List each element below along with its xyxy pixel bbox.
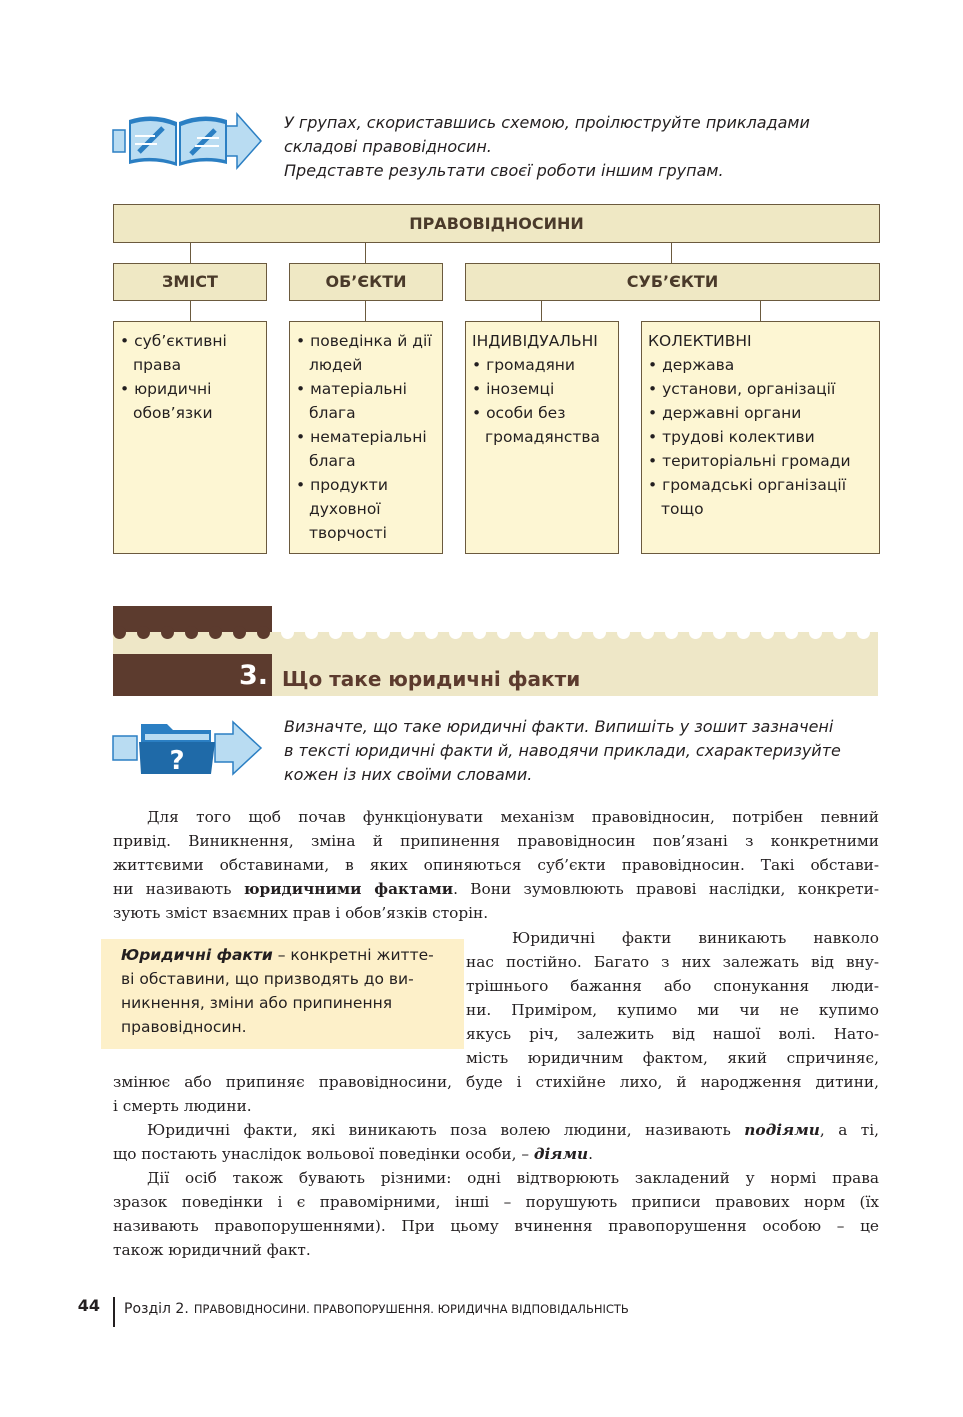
definition-text: – конкретні житте- <box>272 946 434 964</box>
paragraph-3 <box>113 1118 879 1166</box>
task2-line: кожен із них своїми словами. <box>284 765 533 784</box>
chapter-title: ПРАВОВІДНОСИНИ. ПРАВОПОРУШЕННЯ. ЮРИДИЧНА ВІДПОВІДАЛЬНІСТЬ <box>193 1302 629 1316</box>
p2-line <box>466 926 879 950</box>
individual-item: • іноземці <box>472 377 612 401</box>
p3-text: , а ті, <box>819 1121 879 1139</box>
task1-line: Представте результати своєї роботи іншим групам. <box>284 161 724 180</box>
connector <box>190 243 191 263</box>
p4-line-text: Дії осіб також бувають різними: одні відтворюють закладений у нормі права <box>147 1169 879 1187</box>
content-item: • суб’єктивні права <box>120 329 260 377</box>
individual-item: • особи без громадянства <box>472 401 612 449</box>
p2-line-text: Юридичні факти виникають навколо <box>512 929 879 947</box>
p1-line <box>113 805 879 829</box>
p1-line <box>113 853 879 877</box>
collective-item: • трудові колективи <box>648 425 873 449</box>
content-item: • юридичні обов’язки <box>120 377 260 425</box>
p2-line-text: і смерть людини. <box>113 1097 252 1115</box>
paragraph-2-side <box>466 926 879 1070</box>
p4-line-text: називають правопорушеннями). При цьому вчинення правопорушення особою – це <box>113 1217 879 1235</box>
collective-item: • громадські організації тощо <box>648 473 873 521</box>
p3-text: . <box>588 1145 594 1163</box>
p1-text: ни називають <box>113 880 244 898</box>
definition-line: ві обставини, що призводять до ви- <box>121 970 414 988</box>
content-header <box>113 263 267 301</box>
collective-item: • територіальні громади <box>648 449 873 473</box>
paragraph-1 <box>113 805 879 925</box>
collective-item: • держава <box>648 353 873 377</box>
p2-line <box>113 1070 879 1094</box>
definition-line: никнення, зміни або припинення <box>121 994 393 1012</box>
collective-item: • установи, організації <box>648 377 873 401</box>
p2-line <box>466 1022 879 1046</box>
p2-line-text: мість юридичним фактом, який спричиняє, <box>466 1049 879 1067</box>
p4-line <box>113 1238 879 1262</box>
p1-text: . Вони зумовлюють правові наслідки, конкрети- <box>453 880 879 898</box>
p2-line <box>466 998 879 1022</box>
p2-line <box>113 1094 879 1118</box>
folder-question-arrow-icon <box>111 718 263 778</box>
individual-label: ІНДИВІДУАЛЬНІ <box>472 332 598 350</box>
collective-item: • державні органи <box>648 401 873 425</box>
chapter-lead: Розділ 2. <box>124 1301 189 1317</box>
p2-line-text: нас постійно. Багато з них залежать від вну- <box>466 953 879 971</box>
task1-text <box>284 111 884 183</box>
objects-item: • нематеріальні блага <box>296 425 436 473</box>
objects-item: • продукти духовної творчості <box>296 473 436 545</box>
task1-line: У групах, скориставшись схемою, проілюструйте прикладами <box>284 113 810 132</box>
p3-line <box>113 1118 879 1142</box>
task-icon-folder <box>111 718 263 778</box>
connector <box>671 243 672 263</box>
diagram-title <box>113 204 880 243</box>
objects-item: • матеріальні блага <box>296 377 436 425</box>
content-box <box>113 321 267 554</box>
section-title: Що таке юридичні факти <box>282 667 581 691</box>
p1-line-text: життєвими обставинами, в яких опиняються суб’єкти правовідносин. Такі обстави- <box>113 856 879 874</box>
p4-line-text: також юридичний факт. <box>113 1241 311 1259</box>
footer-chapter <box>124 1298 629 1317</box>
definition-line <box>121 943 454 967</box>
collective-label: КОЛЕКТИВНІ <box>648 332 752 350</box>
task2-text <box>284 715 884 787</box>
p1-line <box>113 829 879 853</box>
connector <box>190 301 191 321</box>
p1-line-text: зують зміст взаємних прав і обов’язків сторін. <box>113 904 489 922</box>
objects-item: • поведінка й дії людей <box>296 329 436 377</box>
section-number: 3. <box>238 660 268 691</box>
connector <box>760 301 761 321</box>
individual-item: • громадяни <box>472 353 612 377</box>
objects-header <box>289 263 443 301</box>
p2-line <box>466 1046 879 1070</box>
p1-line-text: привід. Виникнення, зміна й припинення правовідносин пов’язані з конкретними <box>113 832 879 850</box>
p4-line-text: зразок поведінки і є правомірними, інші – порушують приписи правових норм (їх <box>113 1193 879 1211</box>
objects-label: ОБ’ЄКТИ <box>325 272 407 291</box>
paragraph-2-full <box>113 1070 879 1118</box>
p3-text: Юридичні факти, які виникають поза волею людини, називають <box>147 1121 745 1139</box>
connector <box>365 243 366 263</box>
connector <box>365 301 366 321</box>
task2-line: в тексті юридичні факти й, наводячи приклади, схарактеризуйте <box>284 741 841 760</box>
definition-line: правовідносин. <box>121 1018 247 1036</box>
connector <box>541 301 542 321</box>
collective-subjects-box <box>641 321 880 554</box>
subjects-header <box>465 263 880 301</box>
p2-line <box>466 950 879 974</box>
subjects-label: СУБ’ЄКТИ <box>626 272 719 291</box>
task1-line: складові правовідносин. <box>284 137 492 156</box>
p2-line-text: ни. Приміром, купимо ми чи не купимо <box>466 1001 879 1019</box>
individual-subjects-box <box>465 321 619 554</box>
question-mark: ? <box>169 746 185 776</box>
page-number: 44 <box>77 1296 100 1315</box>
p1-line <box>113 901 879 925</box>
task2-line: Визначте, що таке юридичні факти. Випишіть у зошит зазначені <box>284 717 834 736</box>
content-label: ЗМІСТ <box>162 272 218 291</box>
p3-line <box>113 1142 879 1166</box>
footer-divider <box>113 1297 115 1327</box>
definition-box <box>101 939 464 1049</box>
term-actions: діями <box>533 1145 589 1163</box>
p2-line-text: якусь річ, залежить від нашої волі. Нато- <box>466 1025 879 1043</box>
term-legal-facts: юридичними фактами <box>243 880 454 898</box>
paragraph-4 <box>113 1166 879 1262</box>
p4-line <box>113 1190 879 1214</box>
p3-text: що постають унаслідок вольової поведінки особи, – <box>113 1145 534 1163</box>
diagram-title-text: ПРАВОВІДНОСИНИ <box>409 214 584 233</box>
p2-line-text: трішнього бажання або спонукання люди- <box>466 977 879 995</box>
book-with-pens-arrow-icon <box>111 112 263 170</box>
task-icon-book <box>111 112 263 170</box>
p4-line <box>113 1166 879 1190</box>
section-dots <box>113 626 878 640</box>
p2-line <box>466 974 879 998</box>
p1-line <box>113 877 879 901</box>
p2-line-text: змінює або припиняє правовідносини, буде і стихійне лихо, й народження дитини, <box>113 1073 879 1091</box>
term-events: подіями <box>744 1121 820 1139</box>
p4-line <box>113 1214 879 1238</box>
objects-box <box>289 321 443 554</box>
definition-term: Юридичні факти <box>121 946 273 964</box>
p1-line-text: Для того щоб почав функціонувати механізм правовідносин, потрібен певний <box>147 808 879 826</box>
